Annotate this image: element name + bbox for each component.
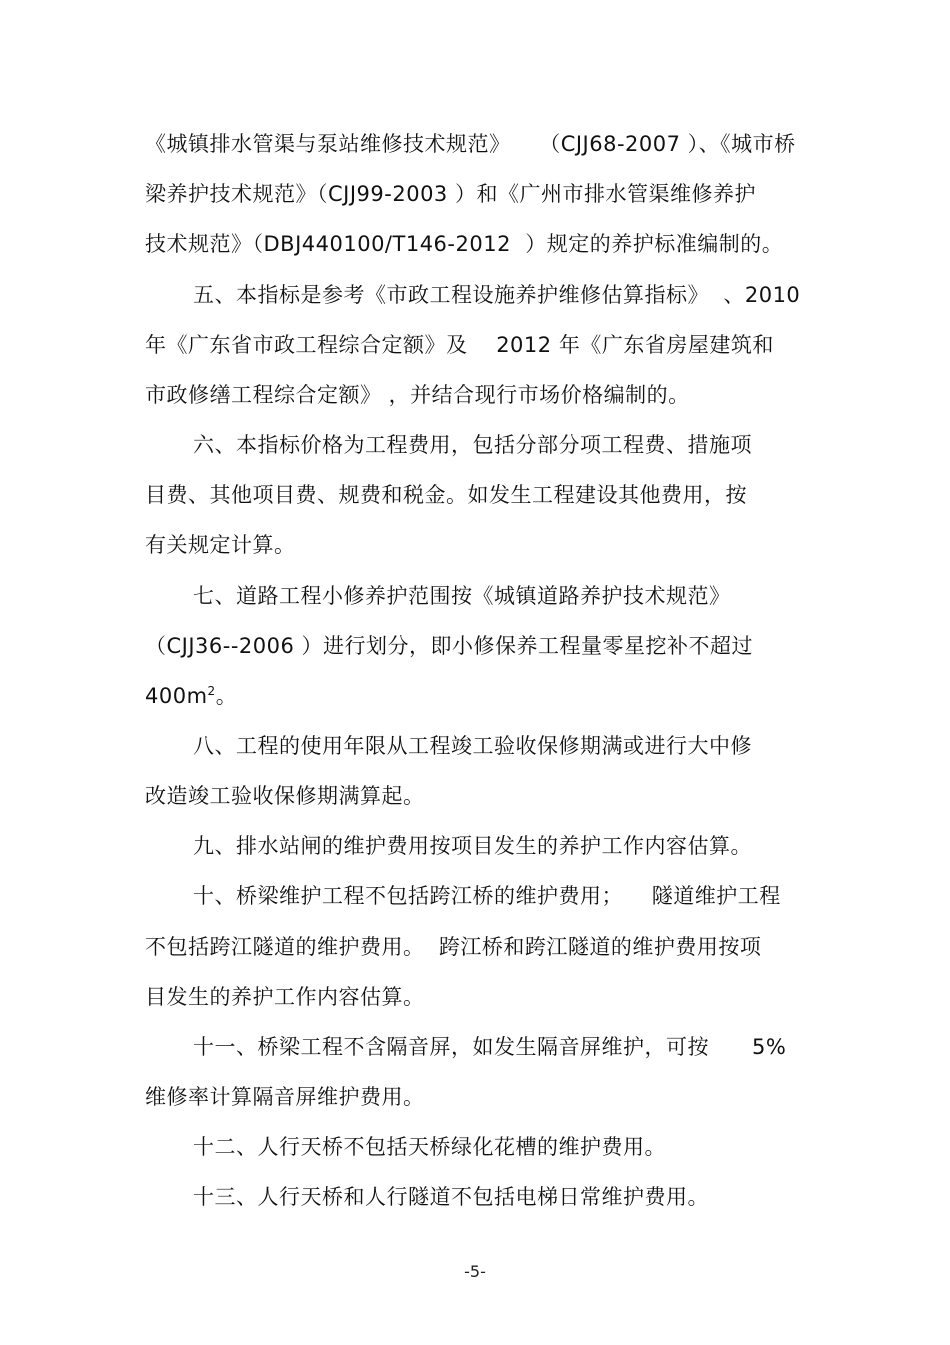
text-line-14: 改造竣工验收保修期满算起。	[145, 784, 425, 808]
text-line-10: 七、道路工程小修养护范围按《城镇道路养护技术规范》	[193, 584, 731, 608]
text-line-17: 不包括跨江隧道的维护费用。 跨江桥和跨江隧道的维护费用按项	[145, 935, 762, 959]
text-line-8: 目费、其他项目费、规费和税金。如发生工程建设其他费用，按	[145, 483, 747, 507]
text-line-12	[145, 682, 237, 710]
text-line-5: 年《广东省市政工程综合定额》及 2012 年《广东省房屋建筑和	[145, 333, 774, 357]
page-number: -5-	[464, 1262, 486, 1281]
text-line-3: 技术规范》（DBJ440100/T146-2012 ）规定的养护标准编制的。	[145, 232, 784, 256]
text-line-13: 八、工程的使用年限从工程竣工验收保修期满或进行大中修	[193, 734, 752, 758]
area-value: 400m	[145, 684, 208, 708]
text-line-16: 十、桥梁维护工程不包括跨江桥的维护费用； 隧道维护工程	[193, 884, 781, 908]
text-line-9: 有关规定计算。	[145, 533, 296, 557]
line-end-mark: 。	[215, 684, 238, 708]
text-line-1: 《城镇排水管渠与泵站维修技术规范》 （CJJ68-2007 ）、《城市桥	[145, 132, 796, 156]
text-line-15: 九、排水站闸的维护费用按项目发生的养护工作内容估算。	[193, 834, 752, 858]
text-line-6: 市政修缮工程综合定额》 ，并结合现行市场价格编制的。	[145, 383, 690, 407]
text-line-20: 维修率计算隔音屏维护费用。	[145, 1085, 425, 1109]
text-line-7: 六、本指标价格为工程费用，包括分部分项工程费、措施项	[193, 433, 752, 457]
text-line-2: 梁养护技术规范》（CJJ99-2003 ）和《广州市排水管渠维修养护	[145, 182, 756, 206]
text-line-22: 十三、人行天桥和人行隧道不包括电梯日常维护费用。	[193, 1185, 709, 1209]
superscript-two: 2	[207, 684, 216, 698]
text-line-11: （CJJ36--2006 ）进行划分，即小修保养工程量零星挖补不超过	[145, 634, 754, 658]
text-line-4: 五、本指标是参考《市政工程设施养护维修估算指标》 、2010	[193, 283, 801, 307]
text-line-18: 目发生的养护工作内容估算。	[145, 985, 425, 1009]
text-line-19: 十一、桥梁工程不含隔音屏，如发生隔音屏维护，可按 5%	[193, 1035, 787, 1059]
text-line-21: 十二、人行天桥不包括天桥绿化花槽的维护费用。	[193, 1135, 666, 1159]
